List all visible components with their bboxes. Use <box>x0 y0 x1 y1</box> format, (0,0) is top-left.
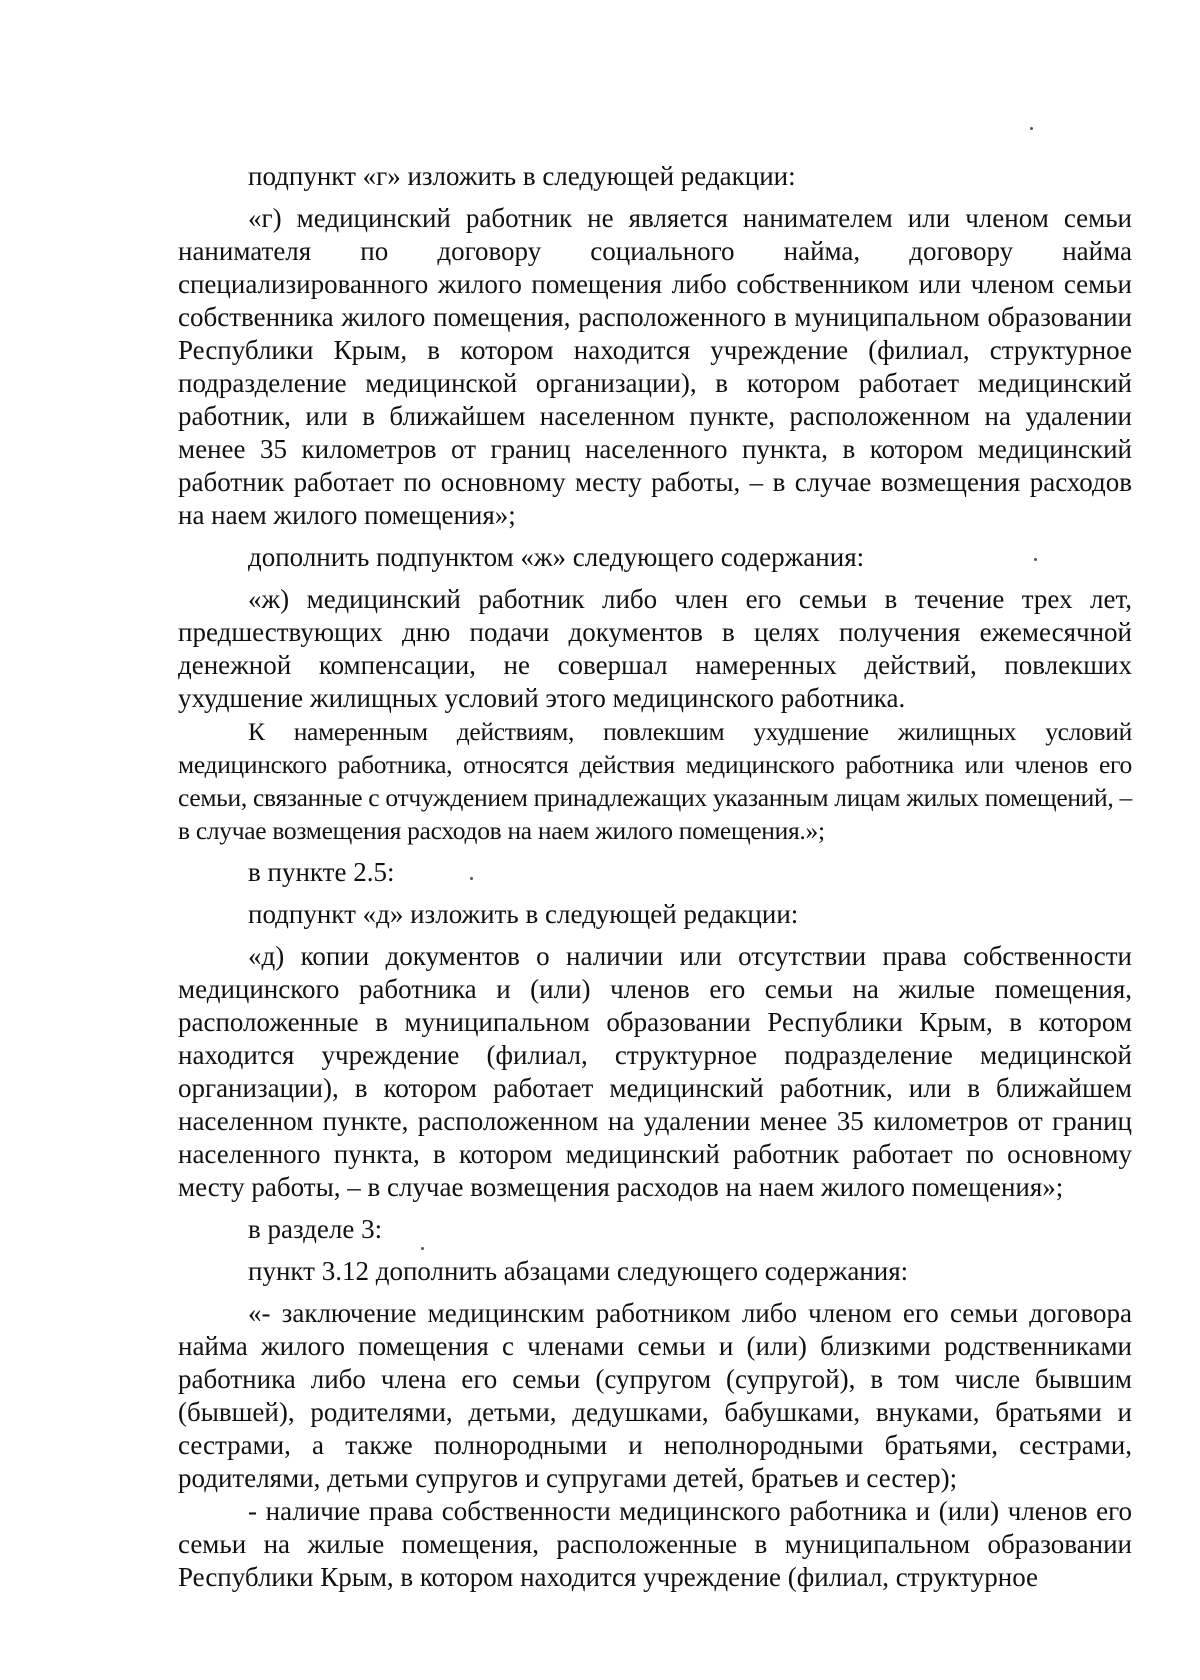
paragraph-intentional-actions: К намеренным действиям, повлекшим ухудшение жилищных условий медицинского работника, относятся действия медицинского работника или членов его семьи, связанные с отчуждением принадлежащих указанным лицам жилых помещений, – в случае возмещения расходов на наем жилого помещения.»; <box>178 717 1132 845</box>
paragraph-subitem-d-text: «д) копии документов о наличии или отсутствии права собственности медицинского работника и (или) членов его семьи на жилые помещения, расположенные в муниципальном образовании Республики Крым, в котором находится учреждение (филиал, структурное подразделение медицинской организации), в котором работает медицинский работник, или в ближайшем населенном пункте, расположенном на удалении менее 35 километров от границ населенного пункта, в котором медицинский работник работает по основному месту работы, – в случае возмещения расходов на наем жилого помещения»; <box>178 941 1132 1202</box>
paragraph-item-2-5: в пункте 2.5: <box>248 857 395 887</box>
scan-speck <box>470 877 473 880</box>
paragraph-ownership-right: - наличие права собственности медицинского работника и (или) членов его семьи на жилые помещения, расположенные в муниципальном образовании Республики Крым, в котором находится учреждение (филиал, структурное <box>178 1496 1132 1592</box>
paragraph-subitem-g-text: «г) медицинский работник не является нанимателем или членом семьи нанимателя по договору социального найма, договору найма специализированного жилого помещения либо собственником или членом семьи собственника жилого помещения, расположенного в муниципальном образовании Республики Крым, в котором находится учреждение (филиал, структурное подразделение медицинской организации), в котором работает медицинский работник, или в ближайшем населенном пункте, расположенном на удалении менее 35 километров от границ населенного пункта, в котором медицинский работник работает по основному месту работы, – в случае возмещения расходов на наем жилого помещения»; <box>178 203 1132 530</box>
paragraph-rental-agreement: «- заключение медицинским работником либо членом его семьи договора найма жилого помещения с членами семьи и (или) близкими родственниками работника либо члена его семьи (супругом (супругой), в том числе бывшим (бывшей), родителями, детьми, дедушками, бабушками, внуками, братьями и сестрами, а также полнородными и неполнородными братьями, сестрами, родителями, детьми супругов и супругами детей, братьев и сестер); <box>178 1298 1132 1493</box>
scan-speck <box>1034 558 1037 561</box>
scan-speck <box>1030 127 1033 130</box>
paragraph-subitem-zh-text: «ж) медицинский работник либо член его семьи в течение трех лет, предшествующих дню подачи документов в целях получения ежемесячной денежной компенсации, не совершал намеренных действий, повлекших ухудшение жилищных условий этого медицинского работника. <box>178 584 1132 713</box>
paragraph-subitem-d-heading: подпункт «д» изложить в следующей редакции: <box>248 899 799 929</box>
paragraph-section-3: в разделе 3: <box>248 1214 383 1244</box>
paragraph-subitem-g-heading: подпункт «г» изложить в следующей редакции: <box>248 161 796 191</box>
paragraph-subitem-zh-heading: дополнить подпунктом «ж» следующего содержания: <box>248 542 865 572</box>
scan-speck <box>421 1247 424 1250</box>
paragraph-item-3-12: пункт 3.12 дополнить абзацами следующего содержания: <box>248 1256 909 1286</box>
